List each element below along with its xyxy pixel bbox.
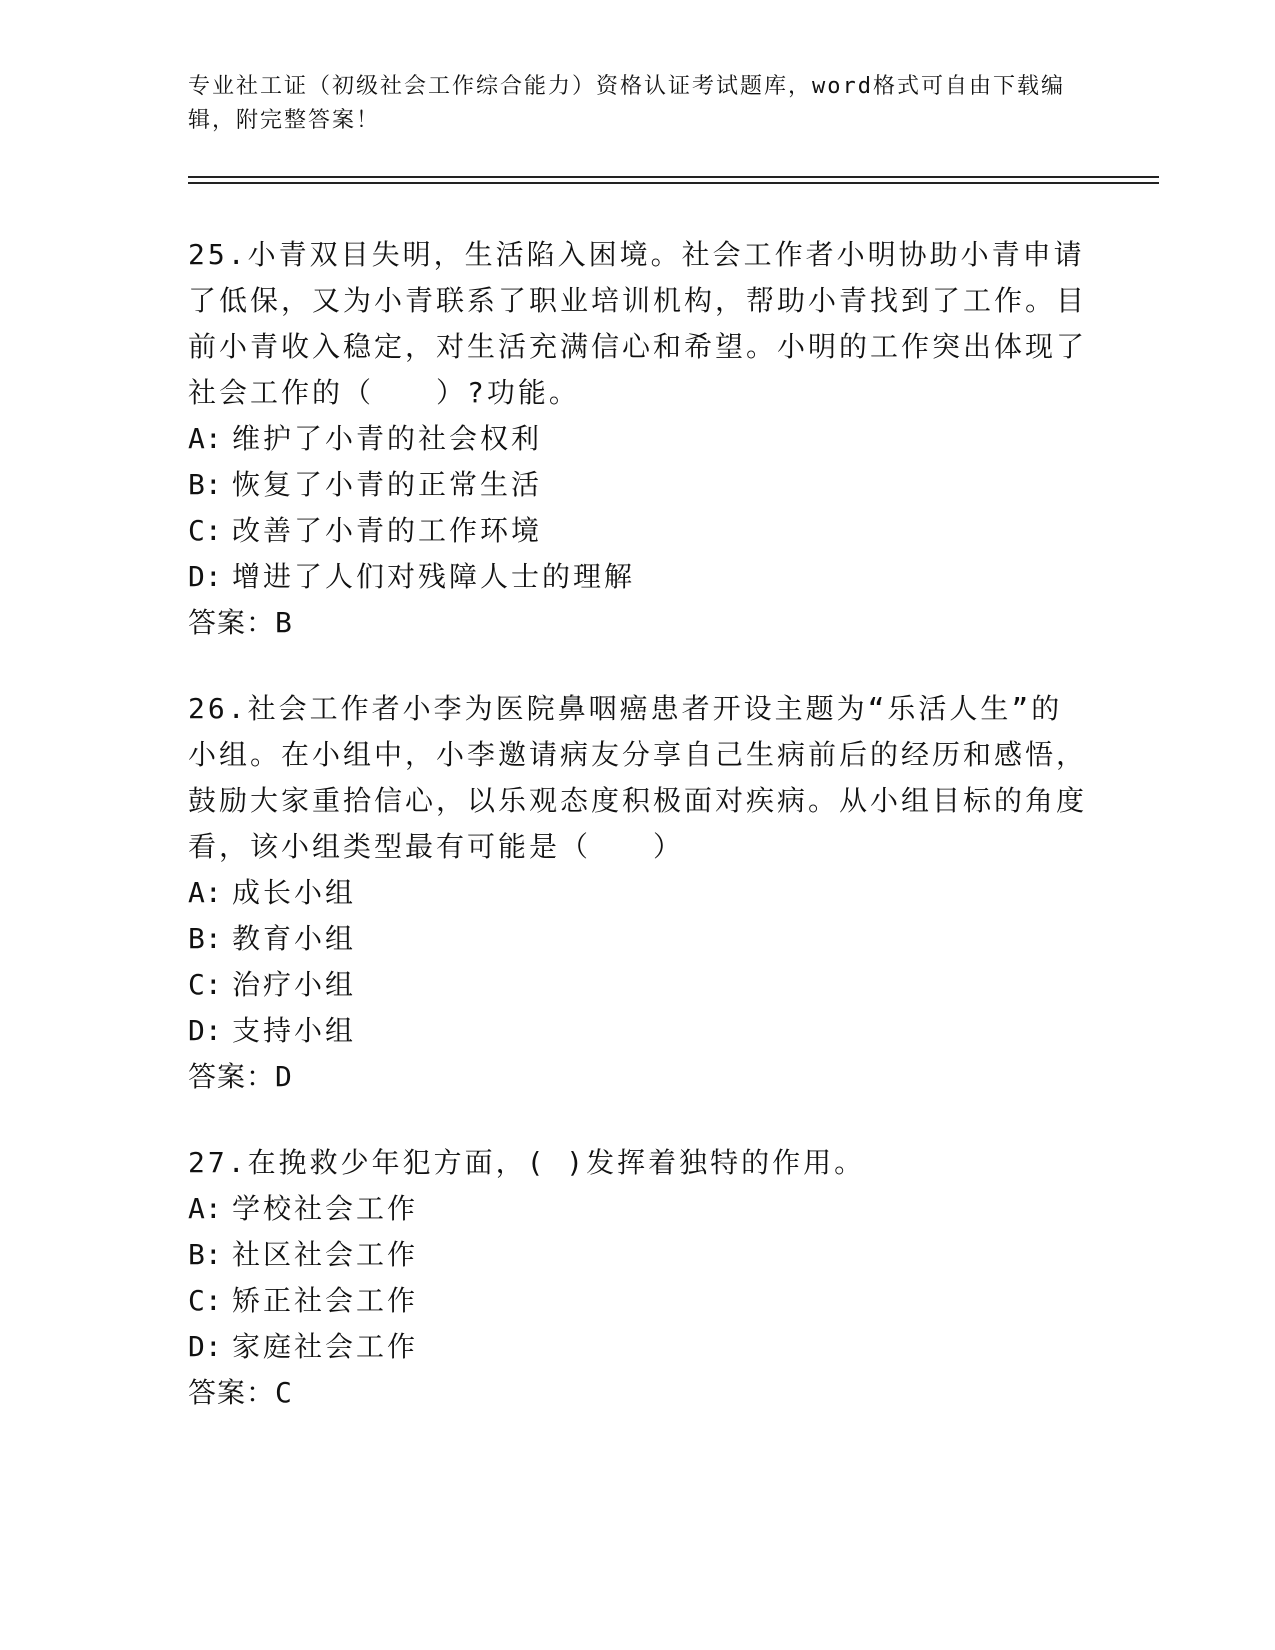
option-b <box>188 1232 1088 1278</box>
question-25 <box>188 232 1088 646</box>
option-text: 社区社会工作 <box>232 1238 419 1271</box>
option-text: 教育小组 <box>232 922 357 955</box>
option-c <box>188 508 1088 554</box>
option-d <box>188 554 1088 600</box>
option-letter: D: <box>188 560 222 593</box>
option-letter: A: <box>188 1192 222 1225</box>
option-text: 恢复了小青的正常生活 <box>232 468 543 501</box>
option-b <box>188 462 1088 508</box>
option-letter: B: <box>188 922 222 955</box>
answer-value: B <box>275 606 293 639</box>
option-letter: A: <box>188 422 222 455</box>
option-a <box>188 1186 1088 1232</box>
option-text: 维护了小青的社会权利 <box>232 422 543 455</box>
option-text: 治疗小组 <box>232 968 357 1001</box>
answer-label: 答案： <box>188 606 276 639</box>
answer-value: C <box>275 1376 293 1409</box>
option-d <box>188 1324 1088 1370</box>
option-text: 支持小组 <box>232 1014 357 1047</box>
option-c <box>188 962 1088 1008</box>
option-b <box>188 916 1088 962</box>
option-text: 成长小组 <box>232 876 357 909</box>
option-letter: D: <box>188 1014 222 1047</box>
option-a <box>188 416 1088 462</box>
answer-line <box>188 1054 1088 1100</box>
option-letter: D: <box>188 1330 222 1363</box>
question-stem: 27.在挽救少年犯方面，( )发挥着独特的作用。 <box>188 1146 866 1179</box>
answer-label: 答案： <box>188 1060 276 1093</box>
option-letter: A: <box>188 876 222 909</box>
question-stem: 25.小青双目失明，生活陷入困境。社会工作者小明协助小青申请了低保，又为小青联系了职业培训机构，帮助小青找到了工作。目前小青收入稳定，对生活充满信心和希望。小明的工作突出体现了社会工作的（ ）?功能。 <box>188 238 1088 409</box>
option-d <box>188 1008 1088 1054</box>
question-27 <box>188 1140 1088 1416</box>
option-a <box>188 870 1088 916</box>
option-letter: B: <box>188 468 222 501</box>
header-divider-bottom <box>188 182 1159 184</box>
document-header: 专业社工证（初级社会工作综合能力）资格认证考试题库，word格式可自由下载编辑，附完整答案！ <box>188 74 1065 133</box>
option-text: 改善了小青的工作环境 <box>232 514 543 547</box>
header-divider-top <box>188 176 1159 178</box>
option-text: 矫正社会工作 <box>232 1284 419 1317</box>
option-c <box>188 1278 1088 1324</box>
option-text: 家庭社会工作 <box>232 1330 419 1363</box>
option-letter: C: <box>188 1284 222 1317</box>
answer-line <box>188 600 1088 646</box>
answer-line <box>188 1370 1088 1416</box>
answer-label: 答案： <box>188 1376 276 1409</box>
option-letter: C: <box>188 514 222 547</box>
option-letter: C: <box>188 968 222 1001</box>
question-stem: 26.社会工作者小李为医院鼻咽癌患者开设主题为“乐活人生”的小组。在小组中，小李邀请病友分享自己生病前后的经历和感悟，鼓励大家重拾信心，以乐观态度积极面对疾病。从小组目标的角度看，该小组类型最有可能是（ ） <box>188 692 1088 863</box>
option-text: 学校社会工作 <box>232 1192 419 1225</box>
option-text: 增进了人们对残障人士的理解 <box>232 560 636 593</box>
option-letter: B: <box>188 1238 222 1271</box>
question-26 <box>188 686 1088 1100</box>
answer-value: D <box>275 1060 293 1093</box>
